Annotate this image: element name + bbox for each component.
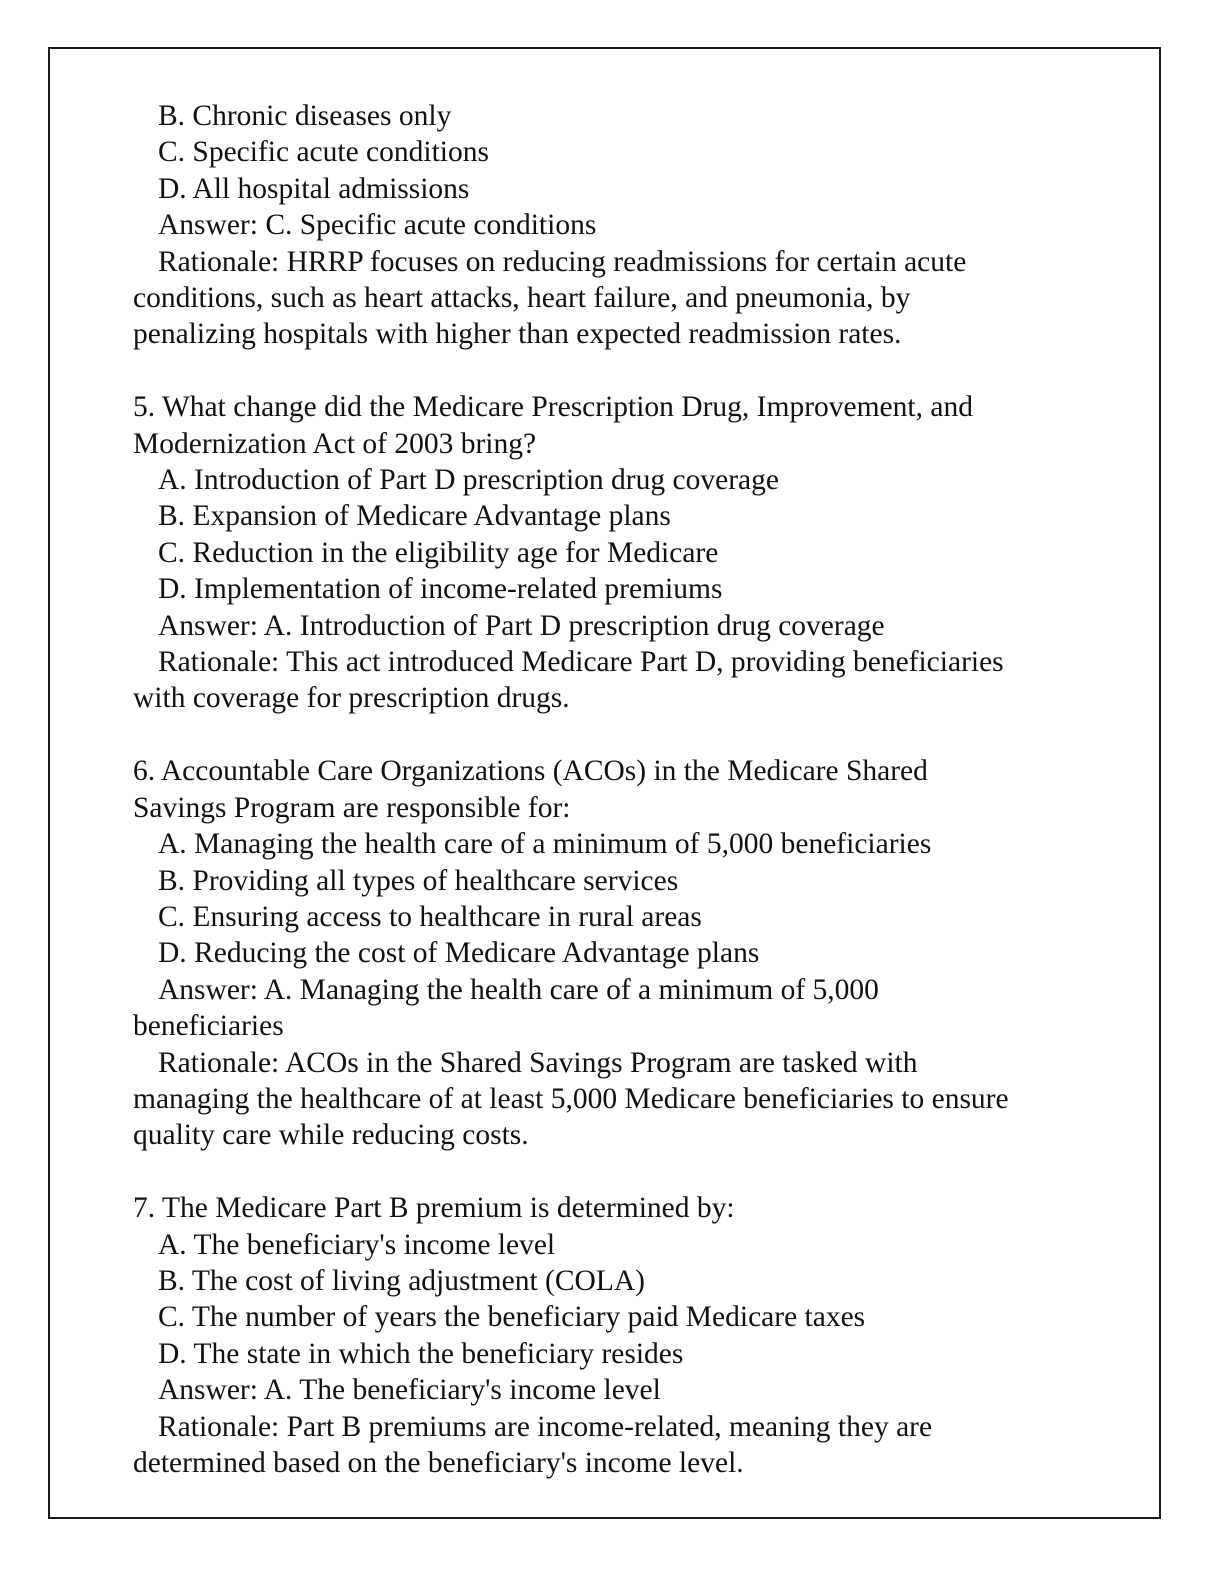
question-6-block [133, 753, 1083, 1153]
q6-option-b: B. Providing all types of healthcare services [158, 864, 679, 897]
q7-rationale-line-2: determined based on the beneficiary's income level. [133, 1446, 744, 1479]
paragraph-gap [133, 717, 1083, 753]
q7-option-c: C. The number of years the beneficiary paid Medicare taxes [158, 1301, 866, 1334]
q4-rationale-line-3: penalizing hospitals with higher than expected readmission rates. [133, 318, 902, 351]
q5-option-b: B. Expansion of Medicare Advantage plans [158, 500, 671, 533]
q4-answer: Answer: C. Specific acute conditions [158, 209, 597, 242]
q5-rationale-line-1: Rationale: This act introduced Medicare Part D, providing beneficiaries [158, 646, 1004, 679]
q5-question-line-1: 5. What change did the Medicare Prescription Drug, Improvement, and [133, 391, 973, 424]
q5-answer: Answer: A. Introduction of Part D prescription drug coverage [158, 609, 885, 642]
q4-rationale-line-1: Rationale: HRRP focuses on reducing readmissions for certain acute [158, 245, 967, 278]
q7-option-b: B. The cost of living adjustment (COLA) [158, 1264, 645, 1297]
q5-rationale-line-2: with coverage for prescription drugs. [133, 682, 570, 715]
q6-option-d: D. Reducing the cost of Medicare Advantage plans [158, 937, 760, 970]
q7-option-a: A. The beneficiary's income level [158, 1228, 556, 1261]
q6-rationale-line-3: quality care while reducing costs. [133, 1119, 529, 1152]
q6-answer-line-1: Answer: A. Managing the health care of a minimum of 5,000 [158, 973, 879, 1006]
q7-question-line-1: 7. The Medicare Part B premium is determined by: [133, 1192, 735, 1225]
q5-option-c: C. Reduction in the eligibility age for Medicare [158, 536, 719, 569]
q7-option-d: D. The state in which the beneficiary resides [158, 1337, 684, 1370]
q4-option-c: C. Specific acute conditions [158, 136, 489, 169]
paragraph-gap [133, 353, 1083, 389]
q6-question-line-1: 6. Accountable Care Organizations (ACOs) in the Medicare Shared [133, 755, 928, 788]
q6-answer-line-2: beneficiaries [133, 1010, 284, 1043]
q4-option-d: D. All hospital admissions [158, 172, 470, 205]
q4-rationale-line-2: conditions, such as heart attacks, heart failure, and pneumonia, by [133, 282, 911, 315]
q5-option-d: D. Implementation of income-related premiums [158, 573, 723, 606]
q6-option-a: A. Managing the health care of a minimum of 5,000 beneficiaries [158, 828, 932, 861]
q6-question-line-2: Savings Program are responsible for: [133, 791, 571, 824]
document-body [133, 98, 1083, 1481]
question-7-block [133, 1190, 1083, 1481]
q6-rationale-line-1: Rationale: ACOs in the Shared Savings Program are tasked with [158, 1046, 918, 1079]
paragraph-gap [133, 1154, 1083, 1190]
question-4-block [133, 98, 1083, 353]
q5-option-a: A. Introduction of Part D prescription drug coverage [158, 464, 779, 497]
q6-rationale-line-2: managing the healthcare of at least 5,000 Medicare beneficiaries to ensure [133, 1082, 1009, 1115]
q7-rationale-line-1: Rationale: Part B premiums are income-related, meaning they are [158, 1410, 933, 1443]
q4-option-b: B. Chronic diseases only [158, 100, 452, 132]
q6-option-c: C. Ensuring access to healthcare in rural areas [158, 900, 702, 933]
q5-question-line-2: Modernization Act of 2003 bring? [133, 427, 537, 460]
question-5-block [133, 389, 1083, 717]
q7-answer: Answer: A. The beneficiary's income level [158, 1374, 661, 1407]
